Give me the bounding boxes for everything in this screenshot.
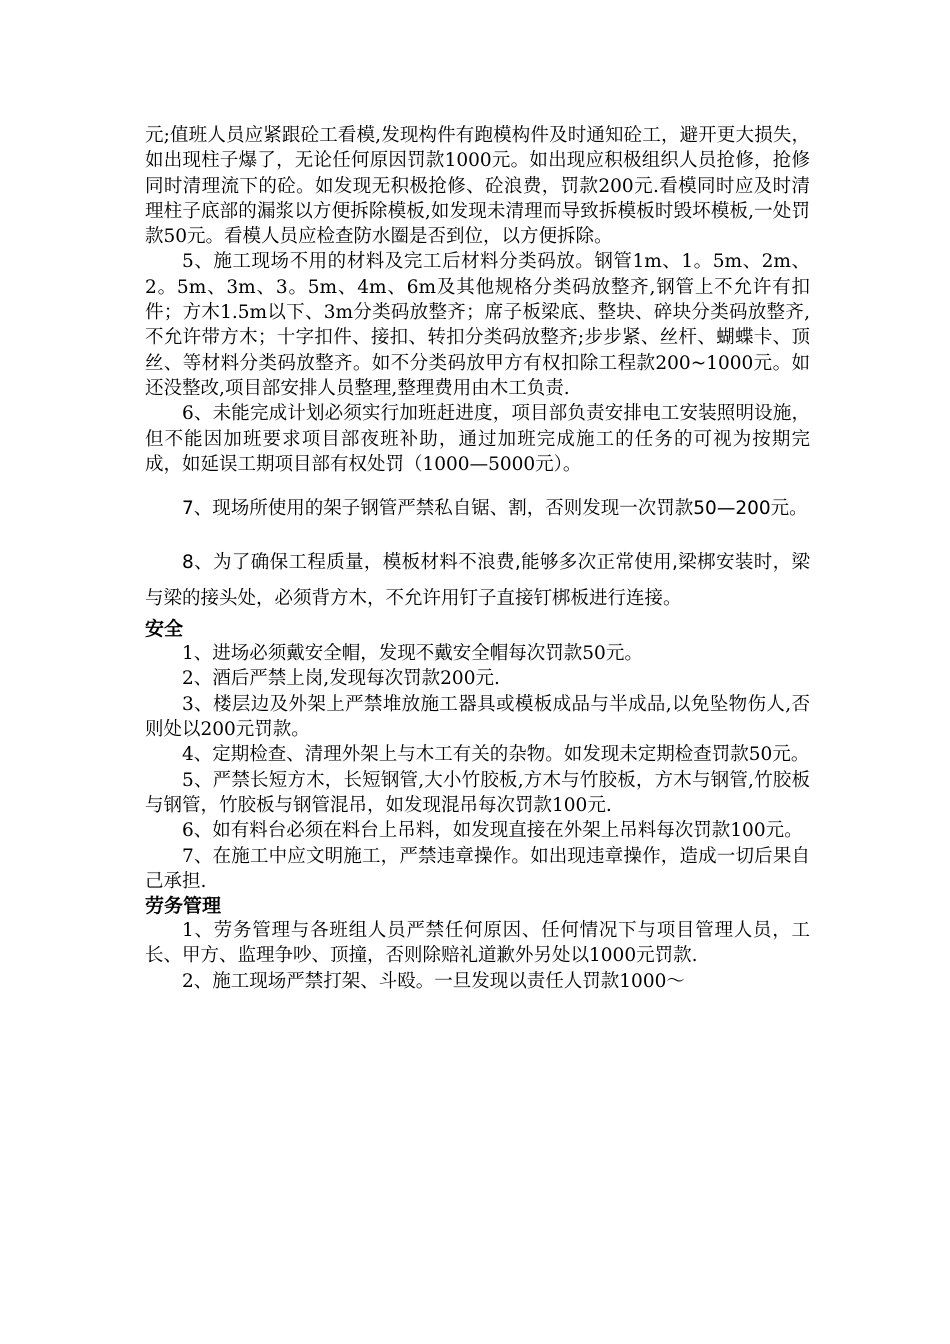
- paragraph-item-5: 5、施工现场不用的材料及完工后材料分类码放。钢管1m、1。5m、2m、2。5m、3m、3。5m、4m、6m及其他规格分类码放整齐,钢管上不允许有扣件；方木1.5m以下、3m分类码放整齐；席子板梁底、整块、碎块分类码放整齐,不允许带方木；十字扣件、接扣、转扣分类码放整齐;步步紧、丝杆、蝴蝶卡、顶丝、等材料分类码放整齐。如不分类码放甲方有权扣除工程款200~1000元。如还没整改,项目部安排人员整理,整理费用由木工负责.: [145, 251, 810, 399]
- paragraph-item-7: 7、现场所使用的架子钢管严禁私自锯、割，否则发现一次罚款50—200元。: [182, 498, 808, 520]
- paragraph-item-8: 8、为了确保工程质量，模板材料不浪费,能够多次正常使用,梁梆安装时，梁与梁的接头处，必须背方木，不允许用钉子直接钉梆板进行连接。: [145, 552, 810, 610]
- safety-item-5: 5、严禁长短方木，长短钢管,大小竹胶板,方木与竹胶板，方木与钢管,竹胶板与钢管，竹胶板与钢管混吊，如发现混吊每次罚款100元.: [145, 769, 810, 816]
- paragraph-continued: 元;值班人员应紧跟砼工看模,发现构件有跑模构件及时通知砼工，避开更大损失，如出现柱子爆了，无论任何原因罚款1000元。如出现应积极组织人员抢修，抢修同时清理流下的砼。如发现无积极抢修、砼浪费，罚款200元.看模同时应及时清理柱子底部的漏浆以方便拆除模板,如发现未清理而导致拆模板时毁坏模板,一处罚款50元。看模人员应检查防水圈是否到位，以方便拆除。: [145, 125, 810, 248]
- section-title-labor: 劳务管理: [145, 895, 222, 918]
- safety-item-4: 4、定期检查、清理外架上与木工有关的杂物。如发现未定期检查罚款50元。: [182, 744, 810, 766]
- safety-item-6: 6、如有料台必须在料台上吊料，如发现直接在外架上吊料每次罚款100元。: [182, 820, 803, 842]
- labor-item-2: 2、施工现场严禁打架、斗殴。一旦发现以责任人罚款1000～: [182, 970, 685, 992]
- safety-item-2: 2、酒后严禁上岗,发现每次罚款200元.: [182, 668, 500, 690]
- section-title-safety: 安全: [145, 618, 184, 641]
- labor-item-1: 1、劳务管理与各班组人员严禁任何原因、任何情况下与项目管理人员，工长、甲方、监理争吵、顶撞，否则除赔礼道歉外另处以1000元罚款.: [145, 920, 810, 967]
- paragraph-item-6: 6、未能完成计划必须实行加班赶进度，项目部负责安排电工安装照明设施，但不能因加班要求项目部夜班补助，通过加班完成施工的任务的可视为按期完成，如延误工期项目部有权处罚（1000—5000元）。: [145, 403, 810, 475]
- document-page: [145, 123, 810, 994]
- safety-item-1: 1、进场必须戴安全帽，发现不戴安全帽每次罚款50元。: [182, 643, 643, 665]
- safety-item-7: 7、在施工中应文明施工，严禁违章操作。如出现违章操作，造成一切后果自己承担.: [145, 845, 810, 892]
- safety-item-3: 3、楼层边及外架上严禁堆放施工器具或模板成品与半成品,以免坠物伤人,否则处以200元罚款。: [145, 693, 810, 741]
